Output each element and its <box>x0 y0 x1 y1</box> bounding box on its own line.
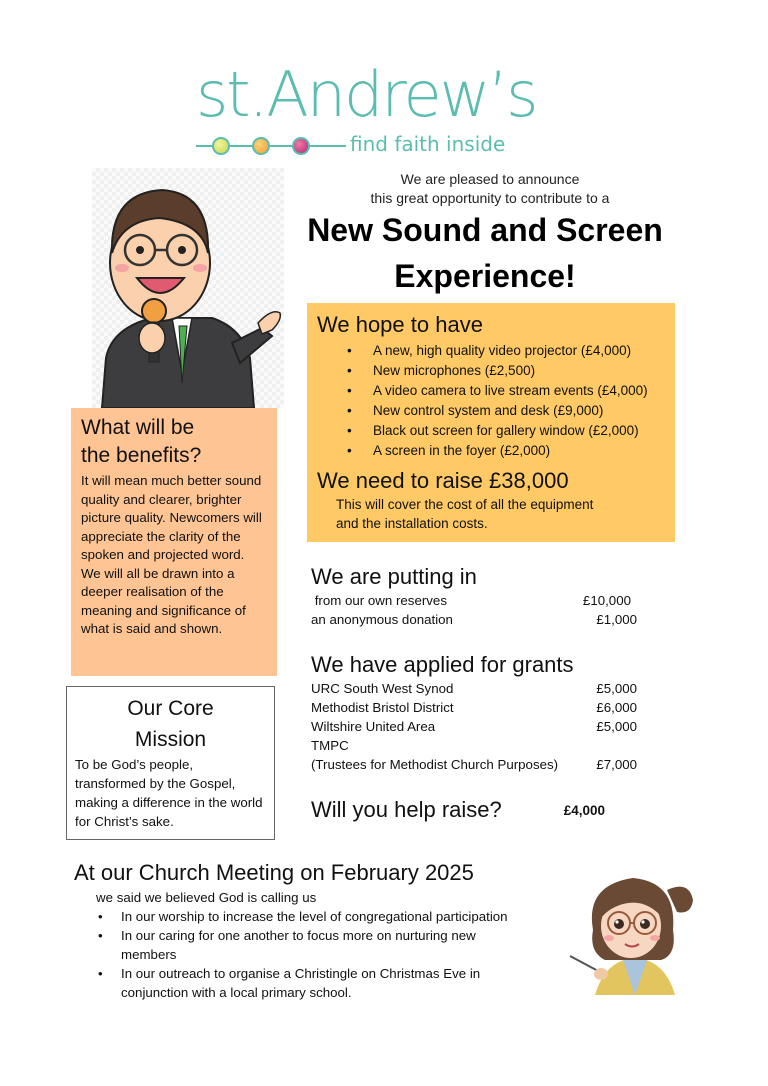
row-amount: £1,000 <box>596 612 637 627</box>
table-row <box>311 717 641 736</box>
title-line-2: Experience! <box>394 258 576 294</box>
table-row <box>311 679 641 698</box>
benefits-heading-line-2: the benefits? <box>81 444 202 467</box>
row-label: (Trustees for Methodist Church Purposes) <box>311 757 559 772</box>
list-item: • In our worship to increase the level of congregational participation <box>98 907 574 926</box>
row-label: from our own reserves <box>311 593 447 608</box>
row-amount: £5,000 <box>596 719 637 734</box>
row-label: an anonymous donation <box>311 612 453 627</box>
title-line-1: New Sound and Screen <box>307 212 663 248</box>
list-item: • In our outreach to organise a Christingle on Christmas Eve in conjunction with a local primary school. <box>98 964 574 1002</box>
wishlist <box>347 341 665 461</box>
target-note-line-2: and the installation costs. <box>336 516 488 531</box>
logo-tagline: find faith inside <box>350 132 506 156</box>
row-label: Methodist Bristol District <box>311 700 454 715</box>
table-row <box>311 591 641 610</box>
table-row <box>311 698 641 717</box>
fundraising-target: We need to raise £38,000 <box>317 468 569 493</box>
row-amount: £5,000 <box>596 681 637 696</box>
row-label: TMPC <box>311 738 349 753</box>
list-item: • New microphones (£2,500) <box>347 361 665 381</box>
mission-heading-line-2: Mission <box>134 728 207 751</box>
contributions-heading: We are putting in <box>311 564 477 589</box>
grants-section <box>311 651 641 774</box>
benefits-heading-line-1: What will be <box>81 416 195 439</box>
page-title <box>285 207 685 299</box>
help-heading: Will you help raise? <box>311 797 502 822</box>
table-row <box>311 610 641 629</box>
help-amount: £4,000 <box>563 802 606 818</box>
logo-dot-orange-icon <box>252 137 270 155</box>
girl-with-pointer-icon <box>565 860 705 995</box>
man-with-microphone-icon <box>92 168 284 408</box>
intro-text <box>300 170 680 208</box>
intro-line-1: We are pleased to announce <box>400 171 580 187</box>
mission-body: To be God’s people, transformed by the Gospel, making a difference in the world for Christ’s sake. <box>75 757 263 829</box>
logo-dot-pink-icon <box>292 137 310 155</box>
list-item: • Black out screen for gallery window (£2,000) <box>347 421 665 441</box>
list-item: • A video camera to live stream events (£4,000) <box>347 381 665 401</box>
church-meeting-section <box>74 858 574 1002</box>
calling-list <box>98 907 574 1002</box>
row-amount: £7,000 <box>596 757 637 772</box>
meeting-intro: we said we believed God is calling us <box>96 890 317 905</box>
row-label: Wiltshire United Area <box>311 719 436 734</box>
help-raise-section <box>311 796 641 824</box>
target-note-line-1: This will cover the cost of all the equipment <box>336 497 594 512</box>
row-amount: £10,000 <box>582 593 631 608</box>
meeting-heading: At our Church Meeting on February 2025 <box>74 860 474 885</box>
table-row <box>311 755 641 774</box>
equipment-wishlist-box <box>307 303 675 542</box>
own-contributions-section <box>311 563 641 629</box>
logo-wordmark: st.Andrew’s <box>196 58 537 131</box>
intro-line-2: this great opportunity to contribute to a <box>370 190 610 206</box>
grants-heading: We have applied for grants <box>311 652 574 677</box>
teacher-girl-illustration <box>565 860 705 995</box>
row-label: URC South West Synod <box>311 681 454 696</box>
list-item: • A new, high quality video projector (£4,000) <box>347 341 665 361</box>
benefits-body: It will mean much better sound quality and clearer, brighter picture quality. Newcomers will appreciate the clarity of the spoken and projected word. We will all be drawn into a deeper realisation of the meaning and significance of what is said and shown. <box>81 473 262 636</box>
list-item: • A screen in the foyer (£2,000) <box>347 441 665 461</box>
list-item: • In our caring for one another to focus more on nurturing new members <box>98 926 574 964</box>
row-amount: £6,000 <box>596 700 637 715</box>
benefits-box <box>71 408 277 676</box>
church-logo <box>190 58 537 165</box>
table-row <box>311 736 641 755</box>
wishlist-heading: We hope to have <box>317 312 483 337</box>
logo-dot-yellow-icon <box>212 137 230 155</box>
mission-heading-line-1: Our Core <box>127 697 214 720</box>
list-item: • New control system and desk (£9,000) <box>347 401 665 421</box>
presenter-illustration <box>92 168 284 408</box>
core-mission-box <box>66 686 275 840</box>
